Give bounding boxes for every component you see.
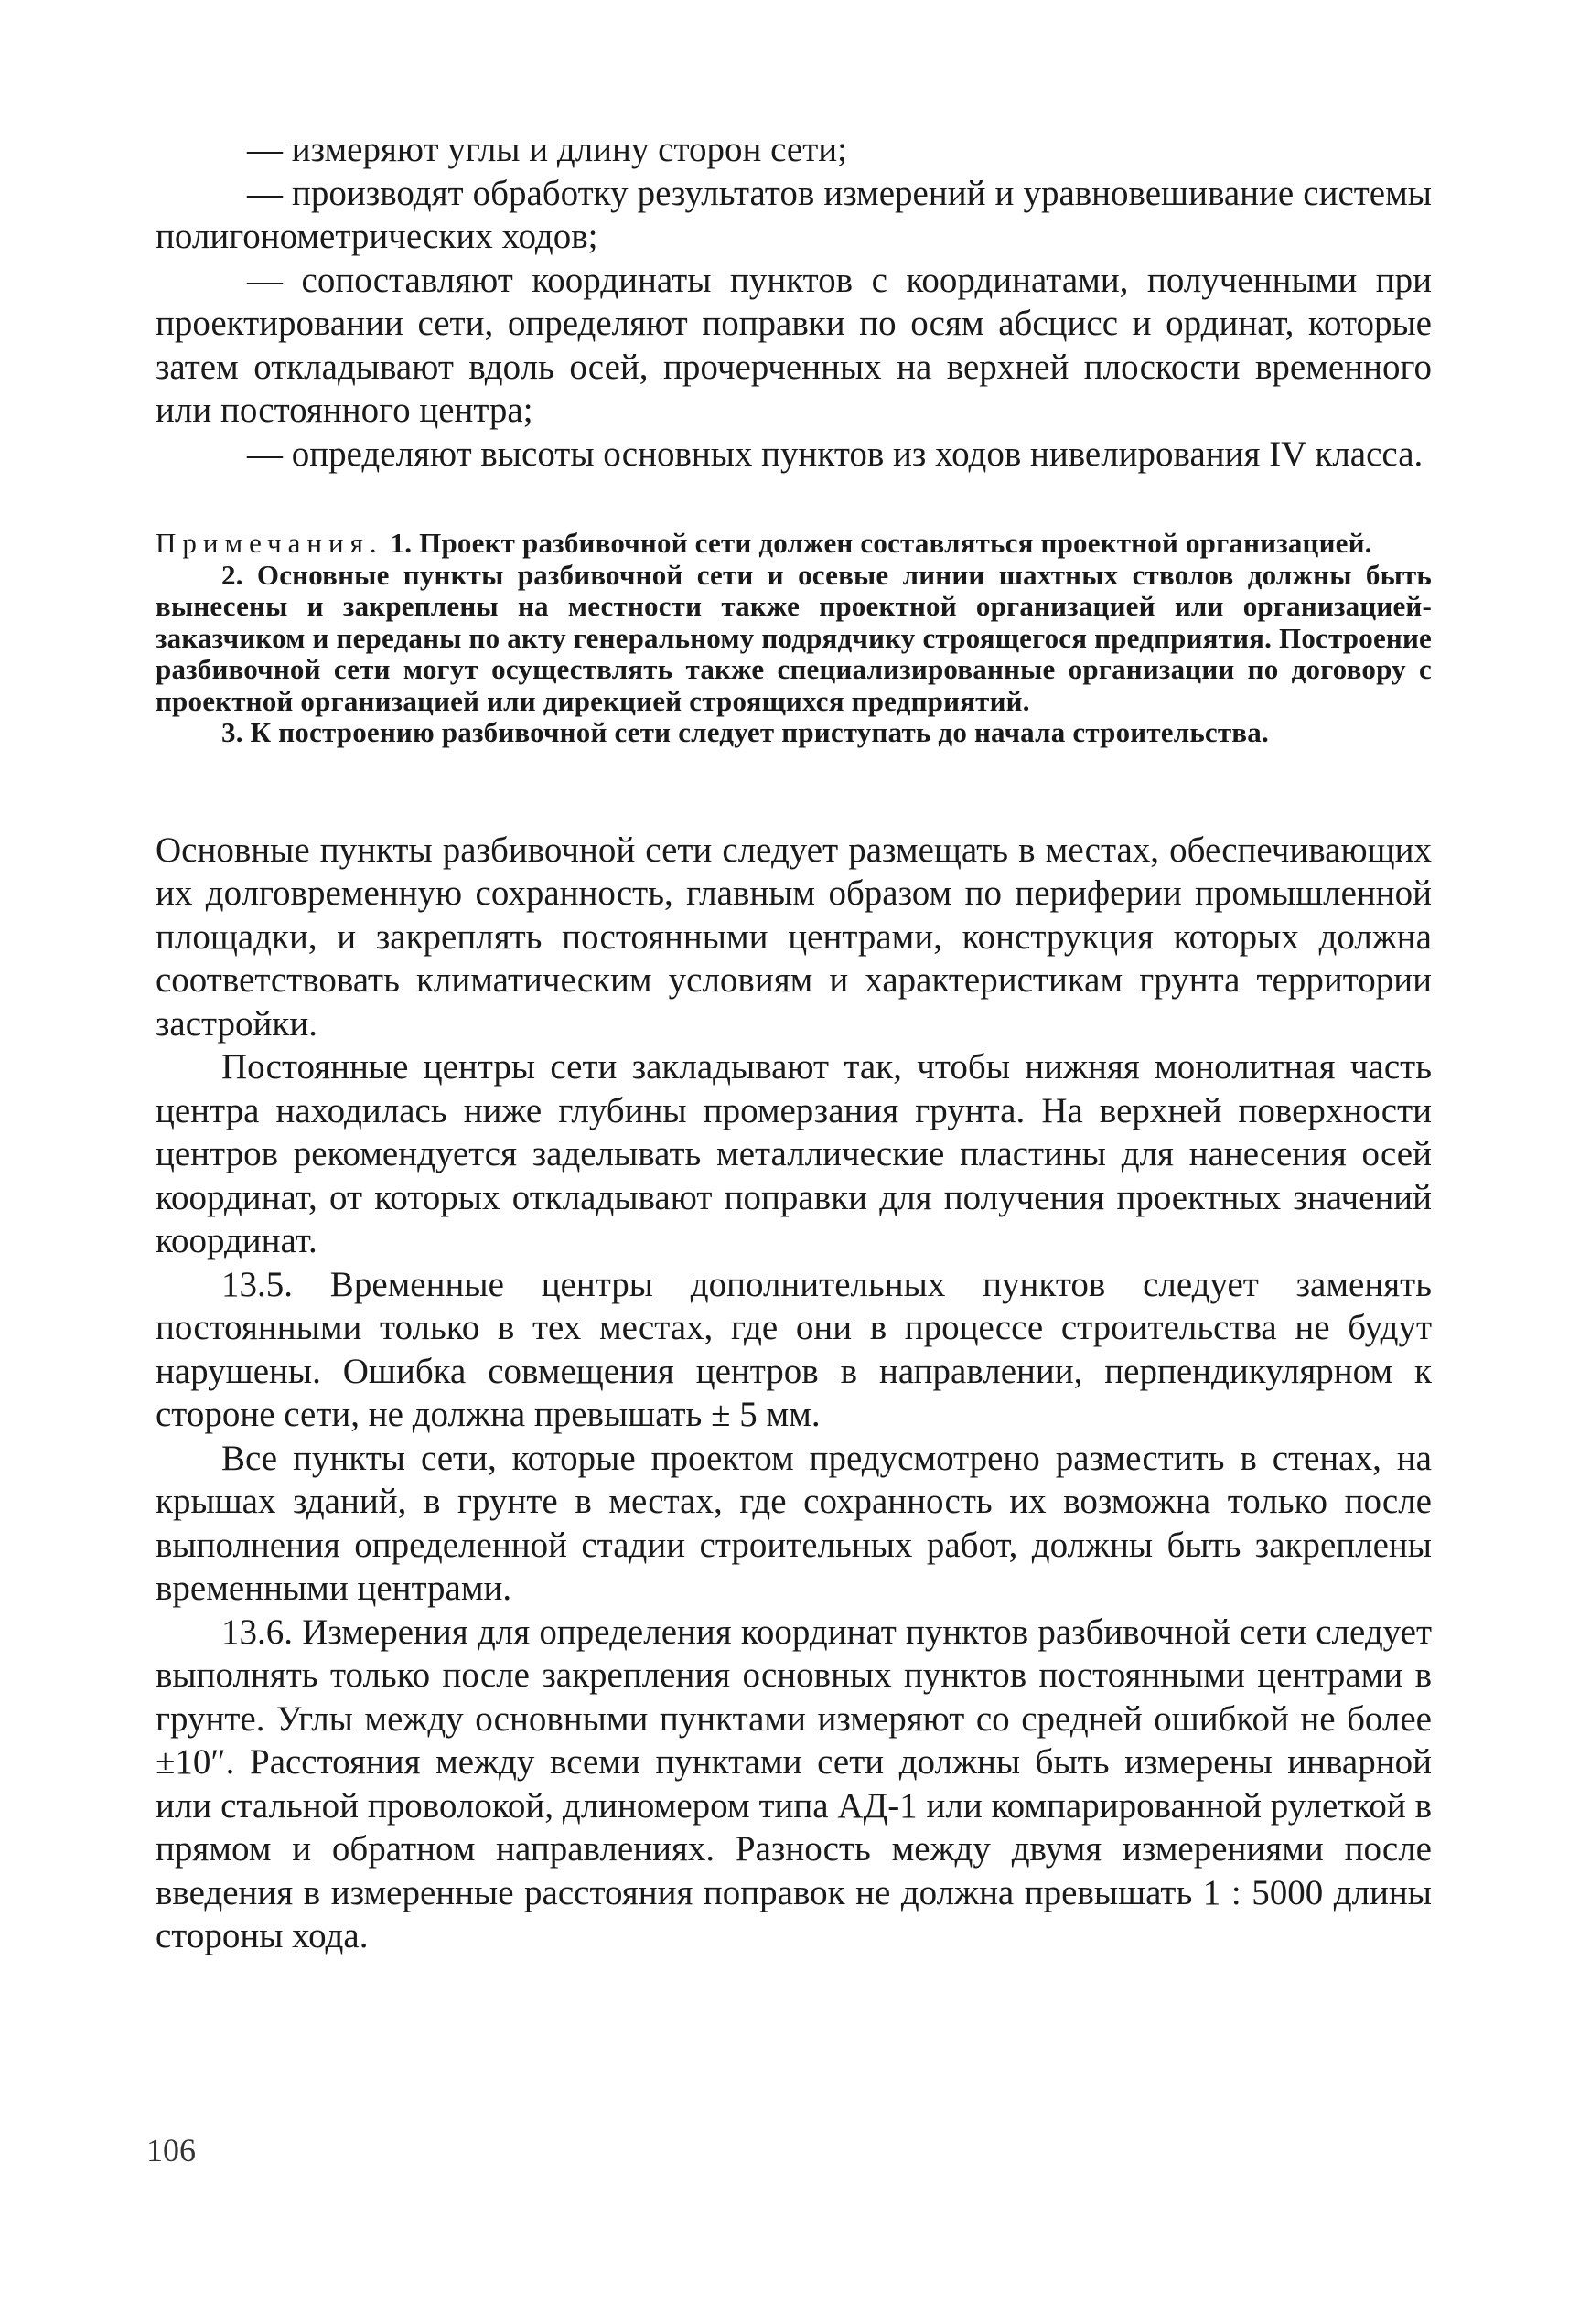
page-number: 106 bbox=[146, 2132, 196, 2169]
page-content bbox=[156, 128, 1432, 1958]
note-text: 1. Проект разбивочной сети должен составляться проектной организацией. bbox=[390, 527, 1372, 559]
procedure-list bbox=[156, 128, 1432, 476]
paragraph: Постоянные центры сети закладывают так, чтобы нижняя монолитная часть центра находилась ниже глубины промерзания грунта. На верхней поверхности центров рекомендуется заделывать металлические пластины для нанесения осей координат, от которых откладывают поправки для получения проектных значений координат. bbox=[156, 1047, 1432, 1260]
paragraph: 13.6. Измерения для определения координат пунктов разбивочной сети следует выполнять только после закрепления основных пунктов постоянными центрами в грунте. Углы между основными пунктами измеряют со средней ошибкой не более ±10″. Расстояния между всеми пунктами сети должны быть измерены инварной или стальной проволокой, длиномером типа АД-1 или компарированной рулеткой в прямом и обратном направлениях. Разность между двумя измерениями после введения в измеренные расстояния поправок не должна превышать 1 : 5000 длины стороны хода. bbox=[156, 1612, 1432, 1955]
note-item-1 bbox=[156, 528, 1432, 560]
note-item-3: 3. К построению разбивочной сети следует приступать до начала строительства. bbox=[221, 716, 1269, 748]
body-text bbox=[156, 829, 1432, 1958]
paragraph: Основные пункты разбивочной сети следует размещать в местах, обеспечивающих их долговременную сохранность, главным образом по периферии промышленной площадки, и закреплять постоянными центрами, конструкция которых должна соответствовать климатическим условиям и характеристикам грунта территории застройки. bbox=[156, 830, 1432, 1044]
notes-block bbox=[156, 528, 1432, 749]
paragraph: Все пункты сети, которые проектом предусмотрено разместить в стенах, на крышах зданий, в грунте в местах, где сохранность их возможна только после выполнения определенной стадии строительных работ, должны быть закреплены временными центрами. bbox=[156, 1438, 1432, 1608]
list-item: — производят обработку результатов измерений и уравновешивание системы полигонометрических ходов; bbox=[156, 173, 1432, 256]
paragraph: 13.5. Временные центры дополнительных пунктов следует заменять постоянными только в тех местах, где они в процессе строительства не будут нарушены. Ошибка совмещения центров в направлении, перпендикулярном к стороне сети, не должна превышать ± 5 мм. bbox=[156, 1264, 1432, 1434]
list-item: — сопоставляют координаты пунктов с координатами, полученными при проектировании сети, определяют поправки по осям абсцисс и ординат, которые затем откладывают вдоль осей, прочерченных на верхней плоскости временного или постоянного центра; bbox=[156, 260, 1432, 430]
notes-heading: Примечания. bbox=[156, 527, 383, 559]
list-item: — измеряют углы и длину сторон сети; bbox=[247, 130, 847, 169]
list-item: — определяют высоты основных пунктов из ходов нивелирования IV класса. bbox=[247, 434, 1424, 474]
note-item-2: 2. Основные пункты разбивочной сети и осевые линии шахтных стволов должны быть вынесены и закреплены на местности также проектной организацией или организацией-заказчиком и переданы по акту генеральному подрядчику строящегося предприятия. Построение разбивочной сети могут осуществлять также специализированные организации по договору с проектной организацией или дирекцией строящихся предприятий. bbox=[156, 558, 1432, 717]
